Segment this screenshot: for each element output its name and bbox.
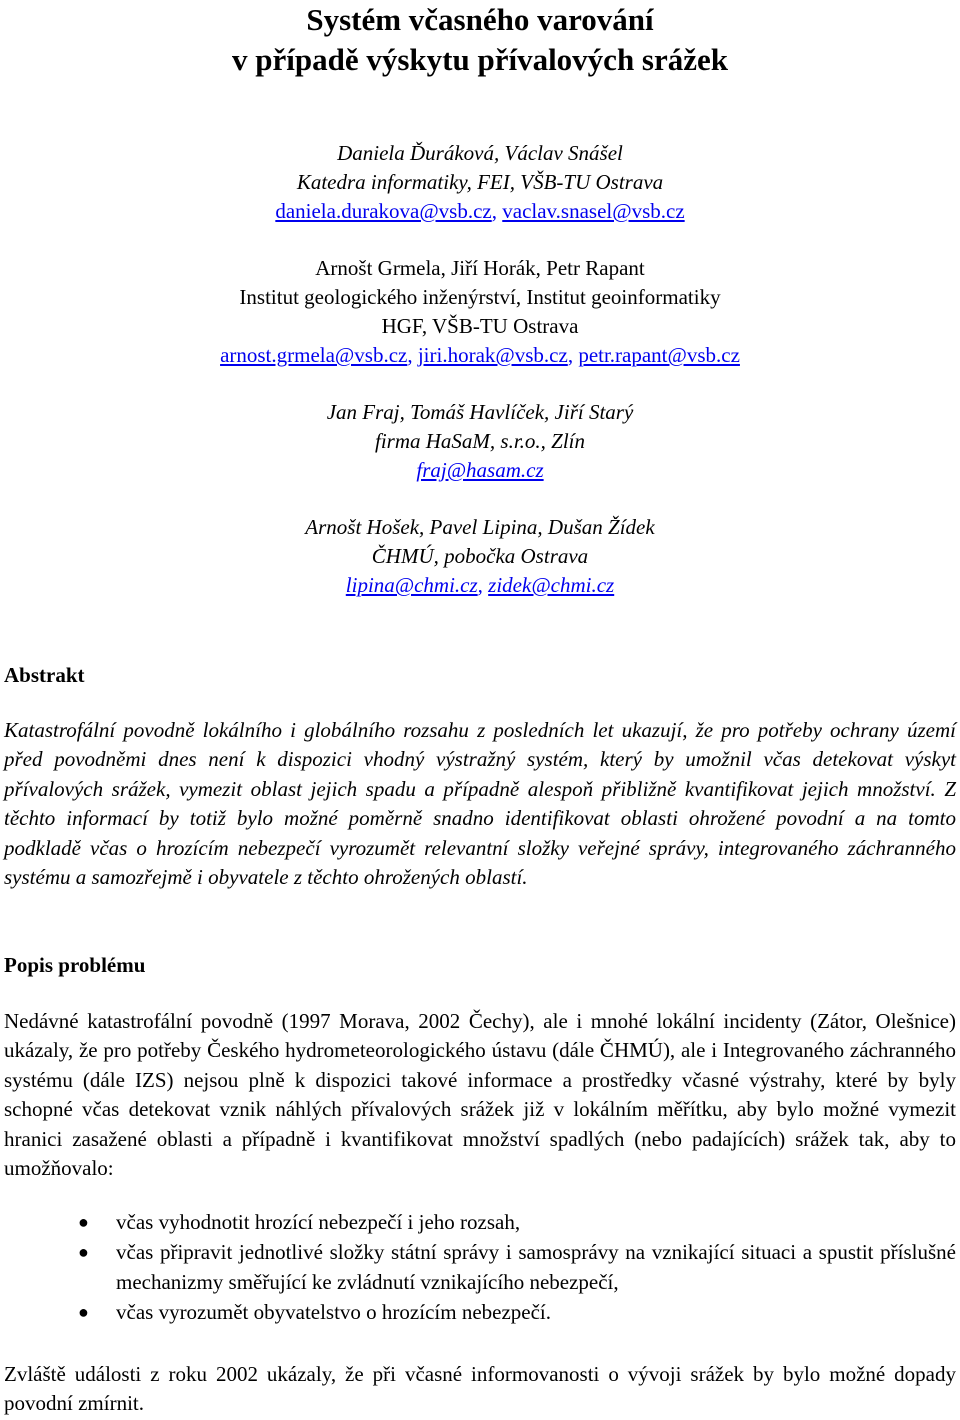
abstract-heading: Abstrakt (4, 663, 85, 687)
email-link[interactable]: petr.rapant@vsb.cz (578, 343, 740, 367)
author-group-3-affiliation: firma HaSaM, s.r.o., Zlín (374, 429, 586, 453)
list-item-text: včas vyhodnotit hrozící nebezpečí i jeho rozsah, (116, 1210, 521, 1234)
author-group-2-affiliation-2: HGF, VŠB-TU Ostrava (381, 314, 579, 338)
list-item-text: včas připravit jednotlivé složky státní správy i samosprávy na vznikající situaci a spustit příslušné mechanizmy směřující ke zvládnutí vznikajícího nebezpečí, (116, 1240, 956, 1294)
list-item-text: včas vyrozumět obyvatelstvo o hrozícím nebezpečí. (116, 1300, 552, 1325)
problem-bullet-list (0, 1208, 956, 1328)
list-item (0, 1208, 956, 1237)
email-link[interactable]: daniela.durakova@vsb.cz (275, 199, 492, 223)
email-link[interactable]: jiri.horak@vsb.cz (417, 343, 568, 367)
email-link[interactable]: lipina@chmi.cz (345, 573, 478, 597)
bullet-dot-icon: ● (78, 1212, 89, 1232)
email-link[interactable]: arnost.grmela@vsb.cz (220, 343, 408, 367)
list-item (0, 1298, 956, 1327)
email-link[interactable]: fraj@hasam.cz (416, 458, 544, 482)
problem-heading: Popis problému (4, 953, 146, 977)
author-group-2-names: Arnošt Grmela, Jiří Horák, Petr Rapant (315, 256, 645, 280)
email-link[interactable]: zidek@chmi.cz (488, 573, 615, 597)
bullet-dot-icon: ● (78, 1242, 89, 1263)
email-link[interactable]: vaclav.snasel@vsb.cz (502, 199, 685, 223)
author-group-3-names: Jan Fraj, Tomáš Havlíček, Jiří Starý (326, 400, 634, 424)
author-group-1-names: Daniela Ďuráková, Václav Snášel (337, 141, 623, 165)
author-group-1-emails: daniela.durakova@vsb.cz, vaclav.snasel@vsb.cz (275, 199, 685, 223)
paper-title-line-2: v případě výskytu přívalových srážek (231, 42, 729, 77)
author-group-2-affiliation: Institut geologického inženýrství, Institut geoinformatiky (239, 285, 721, 309)
author-group-4-names: Arnošt Hošek, Pavel Lipina, Dušan Žídek (305, 515, 655, 539)
closing-text: Zvláště události z roku 2002 ukázaly, že při včasné informovanosti o vývoji srážek by bylo možné dopady povodní zmírnit. (4, 1362, 956, 1416)
bullet-dot-icon: ● (78, 1302, 89, 1323)
abstract-text: Katastrofální povodně lokálního i globálního rozsahu z posledních let ukazují, že pro potřeby ochrany území před povodněmi dnes není k dispozici vhodný výstražný systém, který by umožnil včas detekovat výskyt přívalových srážek, vymezit oblast jejich spadu a případně alespoň přibližně kvantifikovat jejich množství. Z těchto informací by totiž bylo možné poměrně snadno identifikovat oblasti ohrožené povodní a na tomto podkladě včas o hrozícím nebezpečí vyrozumět relevantní složky veřejné správy, integrovaného záchranného systému a samozřejmě i obyvatele z těchto ohrožených oblastí. (4, 718, 956, 890)
author-group-4-emails: lipina@chmi.cz, zidek@chmi.cz (345, 573, 615, 597)
author-group-1-affiliation: Katedra informatiky, FEI, VŠB-TU Ostrava (296, 170, 664, 194)
paper-title-line-1: Systém včasného varování (306, 2, 654, 37)
author-group-3-emails (0, 456, 960, 485)
author-group-2-emails: arnost.grmela@vsb.cz, jiri.horak@vsb.cz, petr.rapant@vsb.cz (220, 343, 740, 367)
author-group-4-affiliation: ČHMÚ, pobočka Ostrava (371, 544, 589, 568)
list-item (0, 1238, 956, 1297)
problem-text: Nedávné katastrofální povodně (1997 Morava, 2002 Čechy), ale i mnohé lokální incidenty (Zátor, Olešnice) ukázaly, že pro potřeby Českého hydrometeorologického ústavu (dále ČHMÚ), ale i Integrovaného záchranného systému (dále IZS) nejsou plně k dispozici takové informace a prostředky včasné výstrahy, které by byly schopné včas detekovat vznik náhlých přívalových srážek již v lokálním měřítku, aby bylo možné vymezit hranici zasažené oblasti a případně i kvantifikovat množství spadlých (nebo padajících) srážek tak, aby to umožňovalo: (4, 1009, 956, 1181)
